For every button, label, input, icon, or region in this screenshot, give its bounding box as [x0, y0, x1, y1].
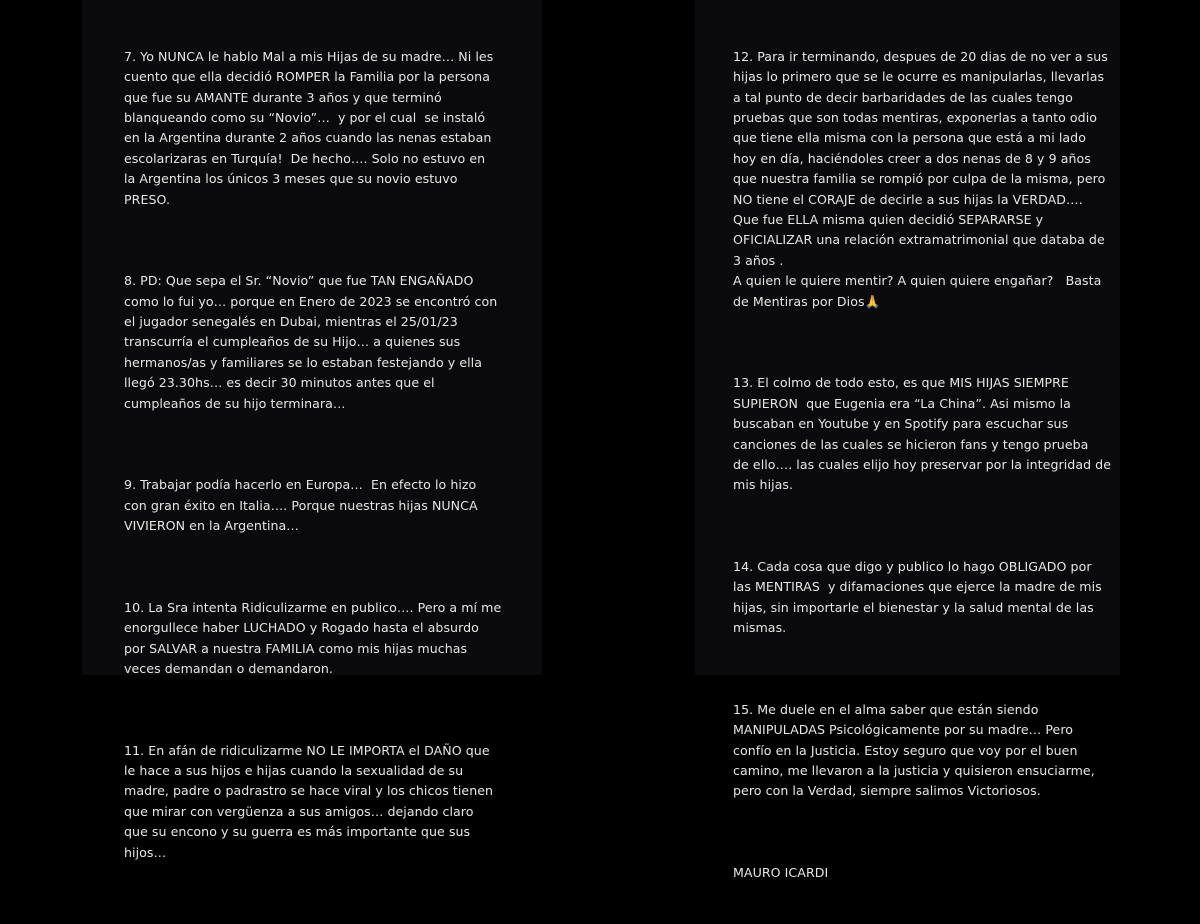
paragraph-7: 7. Yo NUNCA le hablo Mal a mis Hijas de su madre… Ni les cuento que ella decidió ROMPER la Familia por la persona que fue su AMANTE durante 3 años y que terminó blanqueando como su “Novio”… y por el cual se instaló en la Argentina durante 2 años cuando las nenas estaban escolarizaras en Turquía! De hecho…. Solo no estuvo en la Argentina los únicos 3 meses que su novio estuvo PRESO.	[124, 48, 494, 207]
right-text-column	[695, 0, 1120, 880]
paragraph-10: 10. La Sra intenta Ridiculizarme en publico…. Pero a mí me enorgullece haber LUCHADO y Rogado hasta el absurdo por SALVAR a nuestra FAMILIA como mis hijas muchas veces demandan o demandaron.	[124, 599, 502, 676]
right-text-block	[733, 6, 1111, 924]
paragraph-12	[733, 47, 1111, 312]
paragraph-12-text: 12. Para ir terminando, despues de 20 dias de no ver a sus hijas lo primero que se le ocurre es manipularlas, llevarlas a tal punto de decir barbaridades de las cuales tengo pruebas que son todas mentiras, exponerlas a tanto odio que tiene ella misma con la persona que está a mi lado hoy en día, haciéndoles creer a dos nenas de 8 y 9 años que nuestra familia se rompió por culpa de la misma, pero NO tiene el CORAJE de decirle a sus hijas la VERDAD…. Que fue ELLA misma quien decidió SEPARARSE y OFICIALIZAR una relación extramatrimonial que databa de 3 años . A quien le quiere mentir? A quien quiere engañar? Basta de Mentiras por Dios	[733, 48, 1108, 309]
left-text-column	[82, 0, 542, 860]
praying-hands-icon: 🙏	[864, 293, 881, 309]
paragraph-14: 14. Cada cosa que digo y publico lo hago OBLIGADO por las MENTIRAS y difamaciones que ejerce la madre de mis hijas, sin importarle el bienestar y la salud mental de las mismas.	[733, 558, 1102, 636]
paragraph-11: 11. En afán de ridiculizarme NO LE IMPORTA el DAÑO que le hace a sus hijos e hijas cuando la sexualidad de su madre, padre o padrastro se hace viral y los chicos tienen que mirar con vergüenza a sus amigos… dejando claro que su encono y su guerra es más importante que sus hijos…	[124, 742, 494, 860]
paragraph-13: 13. El colmo de todo esto, es que MIS HIJAS SIEMPRE SUPIERON que Eugenia era “La China”. Asi mismo la buscaban en Youtube y en Spotify para escuchar sus canciones de las cuales se hicieron fans y tengo prueba de ello…. las cuales elijo hoy preservar por la integridad de mis hijas.	[733, 375, 1112, 493]
paragraph-8: 8. PD: Que sepa el Sr. “Novio” que fue TAN ENGAÑADO como lo fui yo… porque en Enero de 2023 se encontró con el jugador senegalés en Dubai, mientras el 25/01/23 transcurría el cumpleaños de su Hijo… a quienes sus hermanos/as y familiares se lo estaban festejando y ella llegó 23.30hs… es decir 30 minutos antes que el cumpleaños de su hijo terminara…	[124, 273, 498, 411]
signature: MAURO ICARDI	[733, 865, 829, 880]
paragraph-15: 15. Me duele en el alma saber que están siendo MANIPULADAS Psicológicamente por su madre… Pero confío en la Justicia. Estoy seguro que voy por el buen camino, me llevaron a la justicia y quisieron ensuciarme, pero con la Verdad, siempre salimos Victoriosos.	[733, 701, 1095, 799]
paragraph-9: 9. Trabajar podía hacerlo en Europa… En efecto lo hizo con gran éxito en Italia…. Porque nuestras hijas NUNCA VIVIERON en la Argentina…	[124, 477, 478, 534]
left-text-block	[124, 6, 501, 904]
